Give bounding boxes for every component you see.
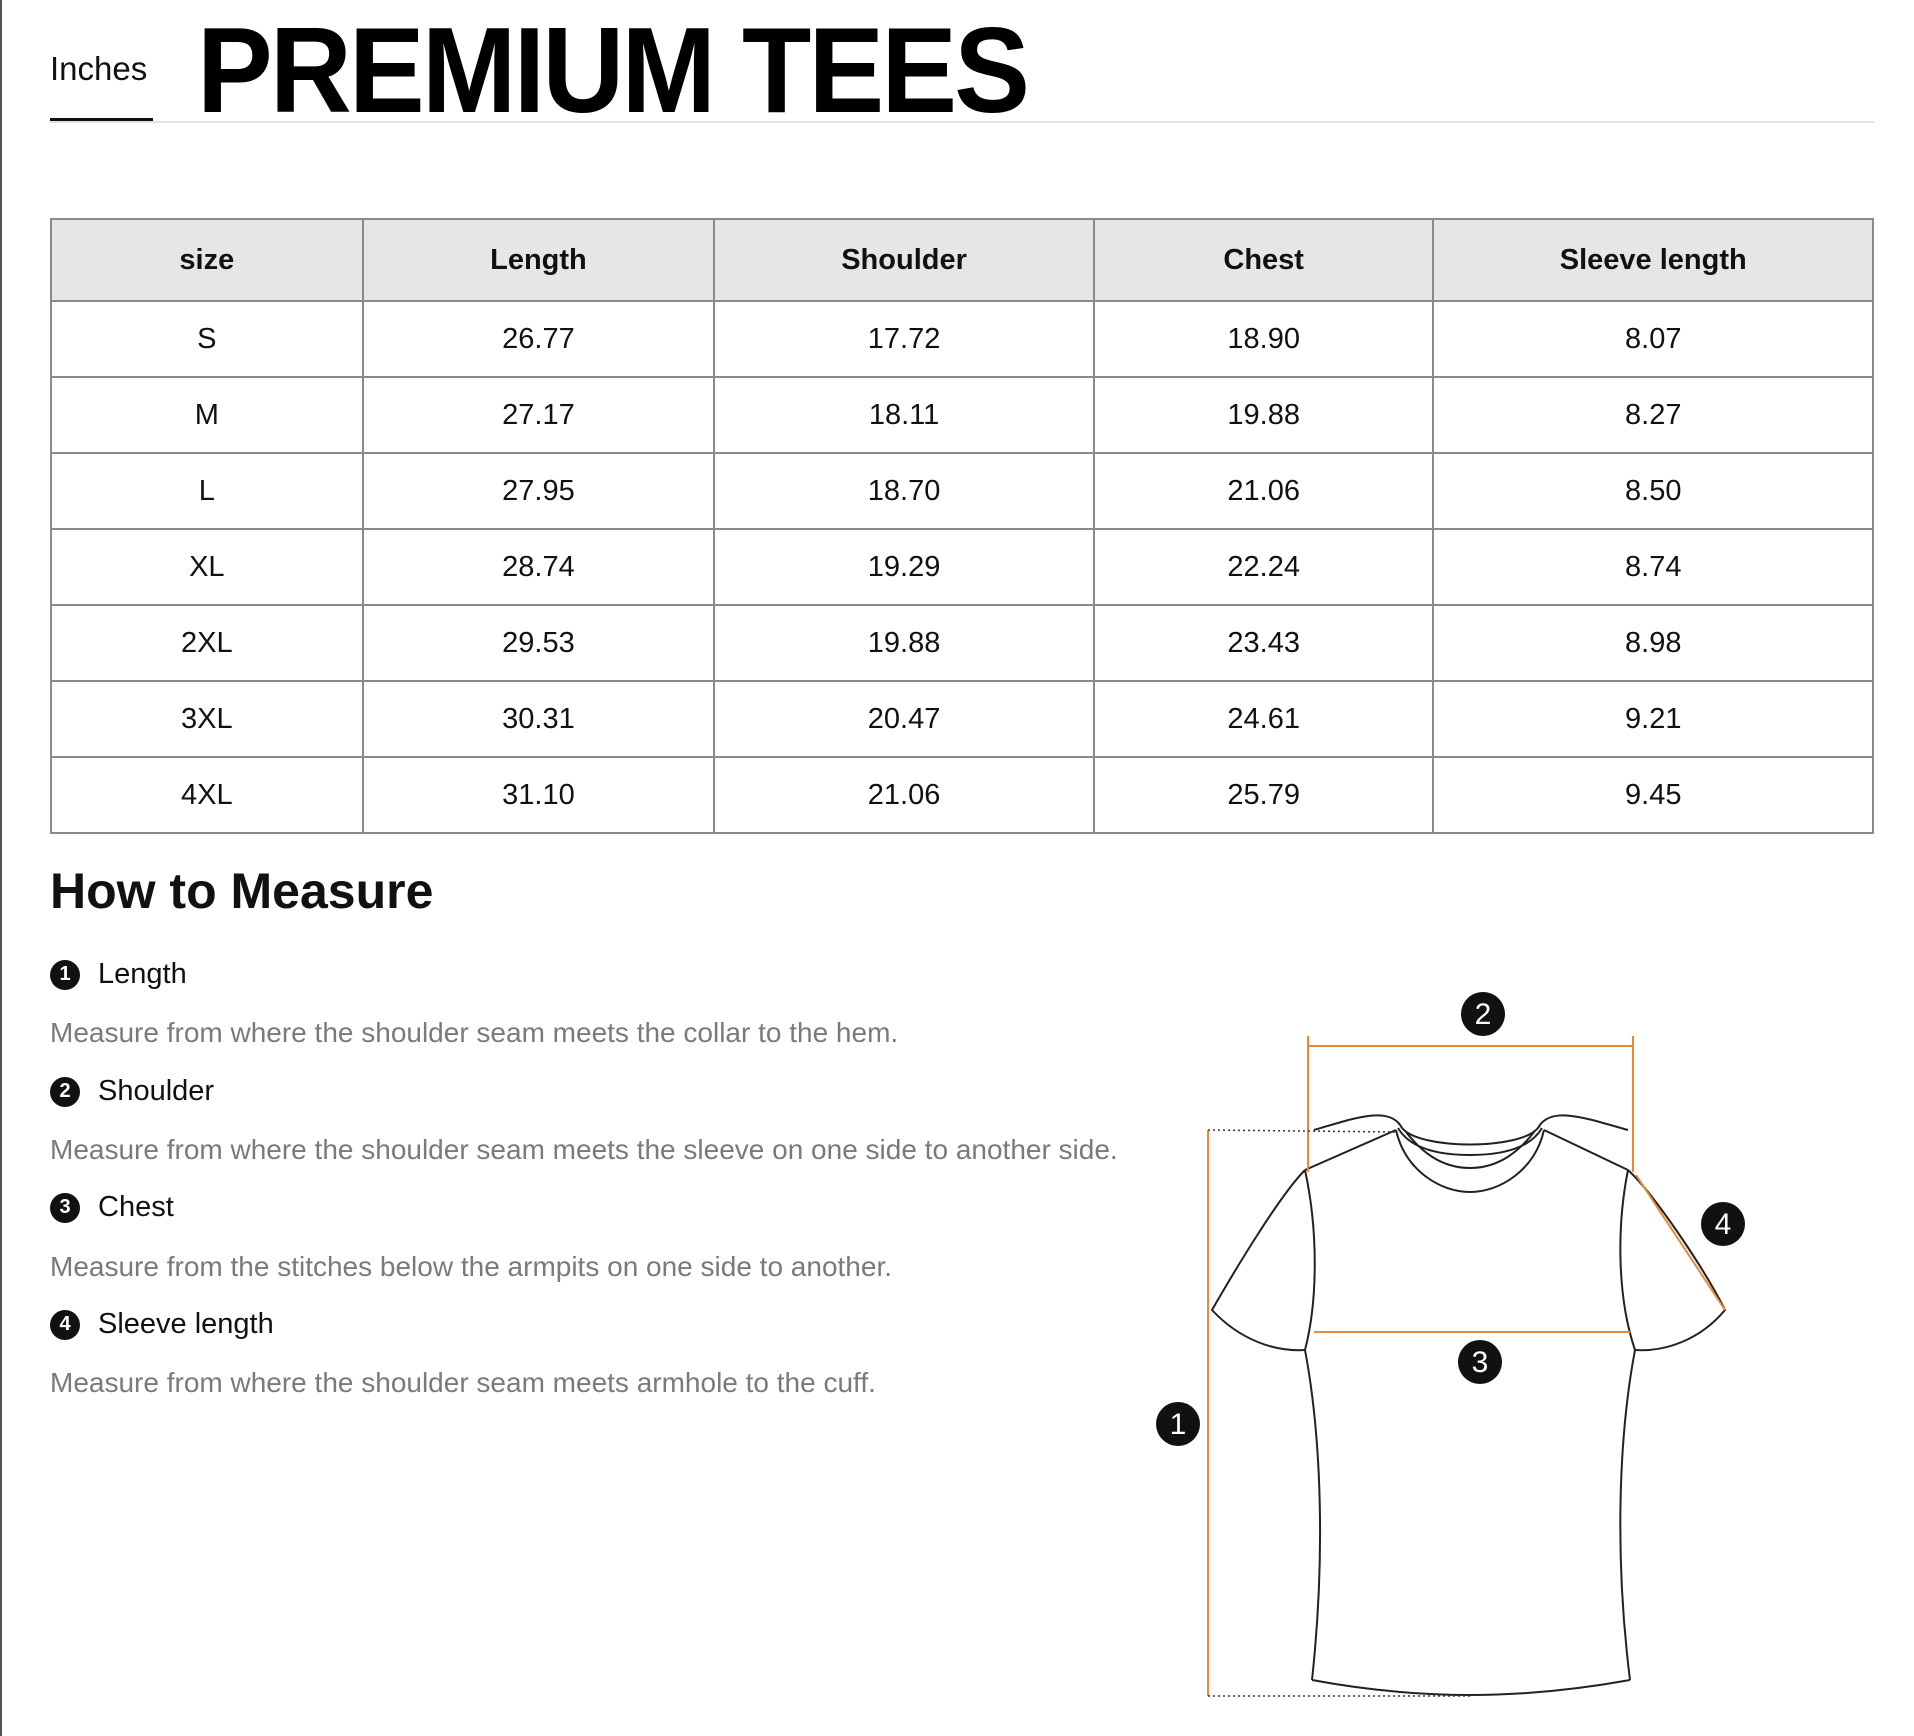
cell-sleeve-length: 8.98 bbox=[1433, 605, 1873, 681]
cell-sleeve-length: 8.50 bbox=[1433, 453, 1873, 529]
cell-size: L bbox=[51, 453, 363, 529]
step-label: Chest bbox=[98, 1191, 174, 1223]
cell-chest: 24.61 bbox=[1094, 681, 1434, 757]
step-sleeve-length-heading bbox=[50, 1308, 274, 1341]
cell-chest: 23.43 bbox=[1094, 605, 1434, 681]
cell-length: 27.17 bbox=[363, 377, 715, 453]
cell-length: 31.10 bbox=[363, 757, 715, 833]
cell-length: 27.95 bbox=[363, 453, 715, 529]
number-badge-1-icon: 1 bbox=[50, 960, 80, 990]
cell-size: M bbox=[51, 377, 363, 453]
step-description: Measure from the stitches below the armpits on one side to another. bbox=[50, 1251, 893, 1282]
cell-shoulder: 21.06 bbox=[714, 757, 1094, 833]
cell-shoulder: 20.47 bbox=[714, 681, 1094, 757]
step-length-heading bbox=[50, 958, 187, 991]
step-description: Measure from where the shoulder seam meets the collar to the hem. bbox=[50, 1017, 899, 1048]
step-shoulder-heading bbox=[50, 1075, 214, 1108]
cell-size: 4XL bbox=[51, 757, 363, 833]
cell-shoulder: 18.11 bbox=[714, 377, 1094, 453]
cell-size: XL bbox=[51, 529, 363, 605]
table-row bbox=[51, 529, 1873, 605]
number-badge-3-icon: 3 bbox=[50, 1193, 80, 1223]
measure-marker-4-icon bbox=[1701, 1202, 1745, 1246]
cell-length: 30.31 bbox=[363, 681, 715, 757]
number-badge-4-icon: 4 bbox=[50, 1310, 80, 1340]
cell-shoulder: 17.72 bbox=[714, 301, 1094, 377]
svg-text:1: 1 bbox=[1169, 1408, 1187, 1441]
cell-sleeve-length: 9.21 bbox=[1433, 681, 1873, 757]
left-edge-rule bbox=[0, 0, 2, 1736]
step-description: Measure from where the shoulder seam meets the sleeve on one side to another side. bbox=[50, 1134, 1118, 1165]
number-badge-2-icon: 2 bbox=[50, 1077, 80, 1107]
cell-size: 3XL bbox=[51, 681, 363, 757]
how-to-measure-heading: How to Measure bbox=[50, 863, 434, 919]
step-description: Measure from where the shoulder seam meets armhole to the cuff. bbox=[50, 1367, 876, 1398]
cell-chest: 25.79 bbox=[1094, 757, 1434, 833]
cell-length: 29.53 bbox=[363, 605, 715, 681]
cell-sleeve-length: 8.07 bbox=[1433, 301, 1873, 377]
step-label: Sleeve length bbox=[98, 1308, 274, 1340]
svg-text:4: 4 bbox=[1714, 1208, 1732, 1241]
unit-tab-inches[interactable]: Inches bbox=[50, 50, 148, 87]
size-table bbox=[50, 218, 1874, 834]
table-row bbox=[51, 301, 1873, 377]
table-row bbox=[51, 453, 1873, 529]
table-row bbox=[51, 377, 1873, 453]
table-row bbox=[51, 605, 1873, 681]
tshirt-outline-icon bbox=[1212, 1115, 1725, 1695]
table-row bbox=[51, 681, 1873, 757]
measure-marker-2-icon bbox=[1461, 992, 1505, 1036]
column-header-chest: Chest bbox=[1094, 219, 1434, 301]
step-label: Shoulder bbox=[98, 1075, 215, 1107]
column-header-size: size bbox=[51, 219, 363, 301]
measure-marker-1-icon bbox=[1156, 1402, 1200, 1446]
column-header-length: Length bbox=[363, 219, 715, 301]
cell-size: 2XL bbox=[51, 605, 363, 681]
svg-text:3: 3 bbox=[1471, 1346, 1489, 1379]
cell-shoulder: 19.29 bbox=[714, 529, 1094, 605]
page-title: PREMIUM TEES bbox=[197, 2, 1028, 138]
cell-sleeve-length: 9.45 bbox=[1433, 757, 1873, 833]
cell-length: 28.74 bbox=[363, 529, 715, 605]
cell-chest: 18.90 bbox=[1094, 301, 1434, 377]
cell-length: 26.77 bbox=[363, 301, 715, 377]
cell-shoulder: 19.88 bbox=[714, 605, 1094, 681]
cell-sleeve-length: 8.27 bbox=[1433, 377, 1873, 453]
table-row bbox=[51, 757, 1873, 833]
column-header-shoulder: Shoulder bbox=[714, 219, 1094, 301]
cell-sleeve-length: 8.74 bbox=[1433, 529, 1873, 605]
cell-shoulder: 18.70 bbox=[714, 453, 1094, 529]
cell-chest: 19.88 bbox=[1094, 377, 1434, 453]
table-header-row bbox=[51, 219, 1873, 301]
measure-marker-3-icon bbox=[1458, 1340, 1502, 1384]
cell-size: S bbox=[51, 301, 363, 377]
dotted-guides bbox=[1208, 1130, 1470, 1696]
svg-text:2: 2 bbox=[1474, 998, 1492, 1031]
column-header-sleeve-length: Sleeve length bbox=[1433, 219, 1873, 301]
step-label: Length bbox=[98, 958, 187, 990]
step-chest-heading bbox=[50, 1191, 174, 1224]
cell-chest: 22.24 bbox=[1094, 529, 1434, 605]
tshirt-measurement-diagram bbox=[1120, 980, 1760, 1720]
cell-chest: 21.06 bbox=[1094, 453, 1434, 529]
